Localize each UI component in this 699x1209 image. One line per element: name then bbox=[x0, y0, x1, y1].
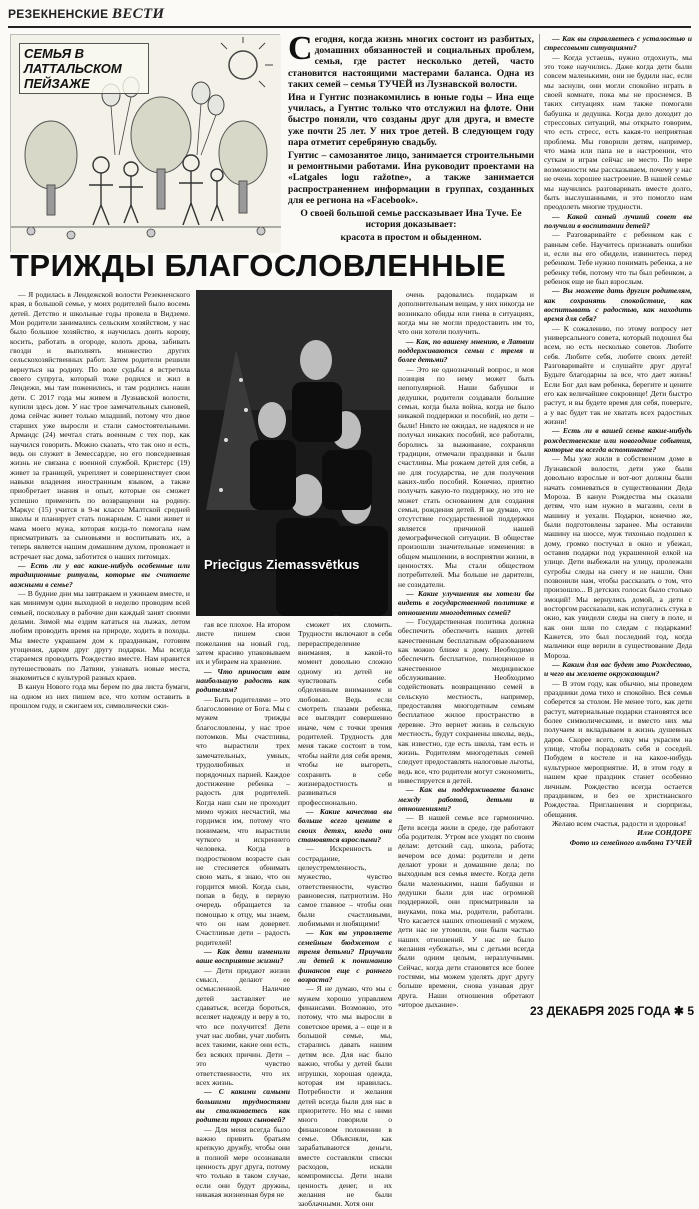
lead-text-1: егодня, когда жизнь многих состоит из разбитых, домашних обязанностей и социальных проблем, семья, где растет несколько детей, часто становится настоящими мастерами баланса. Одна из таких семей – семья ТУЧЕЙ из Лузнавской волости. bbox=[288, 34, 534, 90]
interview-question: — Есть ли у вас какие-нибудь особенные или традиционные ритуалы, которые вы считаете важными в семье? bbox=[10, 560, 190, 589]
paragraph: — В нашей семье все гармонично. Дети всегда жили в среде, где работают оба родителя. Утром все уходят по своим делам: детский сад, школа, работа; вечером все дома: родители и дети делают уроки и домашние дела; по выходным вся семья вместе. Когда дети были маленькими, наши бабушки и дедушки были для нас огромной поддержкой, они присматривали за внуками, пока мы, родители, работали. Что касается наших отношений с мужем, дети нас не утомили, они были частью наших отношений. У нас не было желания «убежать», мы с детьми всегда были одним целым, неразлучными. Сейчас, когда дети становятся все более гостями, мы можем уделять друг другу больше времени, снова узнавая друг друга. Наши отношения обретают «второе дыхание». bbox=[398, 813, 534, 1010]
lead-paragraph-2: Ина и Гунтис познакомились в юные годы – Ина еще училась, а Гунтис только что отслужил на флоте. Они быстро поняли, что созданы друг для друга, и вместе уже почти 25 лет. У них трое детей. В следующем году пара отметит серебряную свадьбу. bbox=[288, 92, 534, 148]
paragraph: — Разговаривайте с ребенком как с равным себе. Научитесь признавать ошибки и, если вы его обидели, извинитесь перед ребенком. Тебе нужно понимать ребенка, а не ребенку тебя, потому что ты был ребенком, а ребенок еще не был взрослым. bbox=[544, 230, 692, 286]
interview-question: — Каким для вас будет это Рождество, и чего вы желаете окружающим? bbox=[544, 660, 692, 679]
photo-caption: Priecīgus Ziemassvētkus bbox=[204, 557, 360, 572]
paragraph: гая все плохое. На втором листе пишем свои пожелания на новый год, затем красиво упаковываем их и убираем на хранение. bbox=[196, 620, 290, 667]
interview-question: — Какие улучшения вы хотели бы видеть в государственной политике в отношении многодетных семей? bbox=[398, 589, 534, 617]
paragraph: сможет их сломить. Трудности включают в себя перераспределение внимания, в какой-то момент довольно сложно одному из детей не чувствовать себя обделенным вниманием и любовью. Ведь если смотреть глазами ребенка, все выглядит совершенно иначе, чем с точки зрения родителей. Трудность для меня также состоит в том, чтобы найти для себя время, чтобы не выгореть, сохранить в себе жизнерадостность и развиваться профессионально. bbox=[298, 620, 392, 807]
interview-question: — Как вы управляете семейным бюджетом с тремя детьми? Приучали ли детей к пониманию финансов еще с раннего возраста? bbox=[298, 928, 392, 985]
top-rule bbox=[8, 26, 691, 28]
interview-question: — Что приносит вам наибольшую радость как родителям? bbox=[196, 666, 290, 695]
paragraph: — Быть родителями – это благословение от Бога. Мы с мужем трижды благословлены, у нас трое потомков. Мы счастливы, что вырастили трех замечательных, умных, трудолюбивых и порядочных парней. Каждое достижение ребенка – радость для родителей. Когда наш сын не проходит мимо чужих несчастий, мы гордимся им, потому что понимаем, что вырастили чуткого и искреннего человека. Когда в подростковом возрасте сын не стесняется обнимать свою мать, я знаю, что он гордится мной. Когда сын, попав в беду, в первую очередь обращается за помощью к отцу, мы знаем, что он нам доверяет. Счастливые дети – радость родителей! bbox=[196, 694, 290, 947]
article-column-4 bbox=[398, 290, 534, 1010]
child-drawing-illustration bbox=[10, 34, 280, 252]
lead-intro bbox=[288, 30, 534, 244]
paragraph: Желаю всем счастья, радости и здоровья! bbox=[552, 818, 687, 828]
page-number: 5 bbox=[687, 1004, 694, 1018]
paragraph: — Когда устаешь, нужно отдохнуть, мы это тоже научились. Даже когда дети были совсем маленькими, они не будили нас, если мы заснули, они могли спокойно играть в своей комнате, пока мы не проснемся. В таких ситуациях нам также помогали бабушка и дедушка. Когда дело доходит до стрессовых ситуаций, мы открыто говорим, что есть стресс, есть какая-то неприятная проблема. Мы говорили детям, например, что мама или папа не в настроении, что суткам и играм сейчас не место. По мере возможности мы рассказываем, почему у нас не очень хорошее настроение. В нашей семье мы научились разговаривать вместе долго, быть выслушанными, и это помогло нам преодолеть многие трудности. bbox=[544, 52, 692, 212]
family-photo bbox=[196, 290, 392, 616]
drawing-title: СЕМЬЯ В ЛАТТАЛЬСКОМ ПЕЙЗАЖЕ bbox=[19, 43, 149, 94]
lead-paragraph-5: красота в простом и обыденном. bbox=[340, 232, 482, 244]
paragraph: — Для меня всегда было важно привить братьям крепкую дружбу, чтобы они в полной мере осознавали ценность друг друга, потому что только в таком случае, если они будут дружны, никакая жизненная буря не bbox=[196, 1124, 290, 1199]
issue-date: 23 ДЕКАБРЯ 2025 ГОДА bbox=[529, 1004, 671, 1018]
article-column-3 bbox=[298, 620, 392, 1209]
paragraph: — Я не думаю, что мы с мужем хорошо управляем финансами. Возможно, это потому, что мы выросли в советское время, а – еще и в большой семье, мы, старались давать нашим детям все. Для нас было важно, чтобы у детей были игрушки, хорошая одежда, которая им нравилась. Потребности и желания детей всегда были для нас в приоритете. Но мы с ними много говорили о финансовом положении в семье. Объясняли, как зарабатываются деньги, вместе составляли списки расходов, искали компромиссы. Дети знали ценность денег, и их желания не были заоблачными. Хотя они bbox=[298, 984, 392, 1209]
interview-question: — С какими самыми большими трудностями вы сталкиваетесь как родители троих сыновей? bbox=[196, 1087, 290, 1125]
interview-question: — Как вы справляетесь с усталостью и стрессовыми ситуациями? bbox=[544, 34, 692, 53]
lead-paragraph-4: О своей большой семье рассказывает Ина Туче. Ее история доказывает: bbox=[300, 208, 522, 231]
paragraph: — Дети придают жизни смысл, делают ее осмысленной. Наличие детей заставляет не сдаваться, всегда бороться, вселяет надежду и веру в то, что все получится! Дети учат нас любви, учат любить всех такими, какие они есть, без всяких причин. Дети – это чувство ответственности, что их всех жизнь. bbox=[196, 965, 290, 1087]
interview-question: — Как вы поддерживаете баланс между работой, детьми и отношениями? bbox=[398, 785, 534, 813]
interview-question: — Как, по вашему мнению, в Латвии поддерживаются семьи с тремя и более детьми? bbox=[398, 336, 534, 365]
drop-cap: С bbox=[288, 30, 313, 67]
interview-question: — Вы можете дать другим родителям, как сохранять спокойствие, как воспитывать с радостью, как находить время для себя? bbox=[544, 286, 692, 324]
paragraph: — Это не однозначный вопрос, и моя позиция по нему может быть непопулярной. Наши бабушки и дедушки, родители создавали большие семьи, когда была война, когда не было никакой поддержки и пособий, но дети – были! Никто не ожидал, не надеялся и не получал никаких пособий, все работали, боролись за выживание, сохраняли традиции, отмечали праздники и были счастливы. Мы рожаем детей для себя, а не для государства, не для получения каких-либо пособий. Конечно, приятно получать какую-то поддержку, но это не может стать основанием для создания семьи, рождения детей. Я не думаю, что отсутствие государственной поддержки является причиной нашей демографической ситуации. В обществе произошли значительные изменения: в общем мышлении, в восприятии жизни, в ценностях. Мы стали обществом потребителей. Мы больше не дарители, не созидатели. bbox=[398, 364, 534, 589]
paragraph: В канун Нового года мы берем по два листа бумаги, на одном из них пишем все, что хотим оставить в прошлом году, и сжигаем их, символически сжи- bbox=[10, 682, 190, 711]
interview-question: — Как дети изменили ваше восприятие жизни? bbox=[196, 947, 290, 966]
masthead-name-part2: ВЕСТИ bbox=[112, 6, 165, 22]
star-icon: ✱ bbox=[673, 1004, 684, 1018]
page-footer bbox=[468, 1004, 694, 1020]
masthead bbox=[8, 6, 208, 24]
paragraph: — Искренность и сострадание, целеустремленность, мужество, чувство ответственности, чувство равновесия, патриотизм. Но самое главное – чтобы они были счастливыми, любимыми и любящими! bbox=[298, 844, 392, 928]
interview-question: — Какие качества вы больше всего цените в своих детях, когда они становятся взрослыми? bbox=[298, 806, 392, 844]
byline: Илзе СОНДОРЕ bbox=[637, 828, 692, 838]
interview-question: — Есть ли в вашей семье какие-нибудь рождественские или новогодние события, которые вы всегда вспоминаете? bbox=[544, 426, 692, 455]
paragraph: — В будние дни мы завтракаем и ужинаем вместе, и как минимум один выходной в неделю проводим всей семьей, поскольку в рабочие дни каждый занят своими делами. Зимой мы ездим кататься на лыжах, летом любим проводить время на природе, ходить в походы. Мы вместе украшаем дом к праздникам, готовим угощения, дарим друг другу подарки. Мы всегда стараемся проводить Рождество вместе. Нам нравится путешествовать по Латвии, узнавать новые места, знакомиться с культурой разных краев. bbox=[10, 589, 190, 683]
article-column-1 bbox=[10, 290, 190, 1000]
paragraph: — Я родилась в Лендежской волости Резекненского края, в большой семье, у моих родителей было восемь детей. Детство и школьные годы провела в Видземе. Мои родители занимались сельским хозяйством, у нас было большое хозяйство, я научилась доить корову, косить, работать в огороде, колоть дрова, забивать гвозди и выполнять множество других сельскохозяйственных работ. Затем родители решили вернуться на родину. По воле судьбы я встретила своего супруга, который тоже родился и жил в Лендежи, мы там поженились, и там родились наши дети. С 2017 года мы живем в Лузнавской волости, купили здесь дом. У нас трое замечательных сыновей, дома сейчас живет только младший, потому что двое старших уже выросли и стали самостоятельными. Армандс (24) мечтал стать военным с тех пор, как научился говорить. Можно сказать, что так оно и есть, ведь он служит в Земессардзе, но его повседневная жизнь не связана с военной службой. Кристерс (19) живет за границей, укрепляет и совершенствует свои навыки владения иностранным языком, а также приобретает знания и опыт, которые он сможет успешно применить по возвращении на родину. Маркус (15) учится в 9-м классе Малтской средней школы и планирует стать пожарным. С нами живет и мама моего мужа, которая когда-то помогала нам присматривать за сыновьями и воспитывать их, а теперь является нашим домашним духом, провожает и встречает нас дома, заботится о наших питомцах. bbox=[10, 290, 190, 561]
column-divider bbox=[539, 34, 540, 1000]
paragraph: — Мы уже жили в собственном доме в Лузнавской волости, дети уже были довольно взрослые и вот-вот должны были начать сомневаться в существовании Деда Мороза. В канун Рождества мы сказали детям, что нам нужно в магазин, сели в машину и уехали. Подарки, конечно же, были подготовлены заранее. Мы оставили машину на шоссе, муж тихонько подошел к дому, громко постучал в окно и убежал, оставив подарки под украшенной елкой на улице. Дети выбежали на улицу, пролежали сугробы следы на снегу и не нашли. Они позвонили нам, чтобы рассказать о том, что произошло... В детских голосах было столько эмоций! Мы вернулись домой, а дети с восторгом рассказали, как испугались стука в окно, как увидели следы на снегу в поле, и как они шли по следам с подарками! Кажется, это был последний год, когда мальчики еще верили в существование Деда Мороза. bbox=[544, 454, 692, 660]
paragraph: очень радовались подаркам и дополнительным вещам, у них никогда не возникало обиды или гнева в ситуациях, когда мы не могли предоставить им то, что они хотели получить. bbox=[398, 290, 534, 337]
article-column-2 bbox=[196, 620, 290, 1199]
paragraph: — К сожалению, по этому вопросу нет универсального совета, который подошел бы всем, но есть несколько советов. Любите себя. Любите себя, любите своих детей! Разговаривайте и слушайте друг друга! Будьте благодарны за все, что дает жизнь! Если Бог дал вам ребенка, берегите и цените его как величайшее сокровище! Дети быстро растут, и вы будете время для себя, поверьте, а у вас будет так не хватать всех радостных жизни! bbox=[544, 323, 692, 427]
article-column-5 bbox=[544, 34, 692, 1000]
masthead-name-part1: РЕЗЕКНЕНСКИЕ bbox=[8, 7, 113, 21]
article-headline: ТРИЖДЫ БЛАГОСЛОВЛЕННЫЕ bbox=[10, 248, 507, 283]
interview-question: — Какой самый лучший совет вы получили в воспитании детей? bbox=[544, 211, 692, 230]
paragraph: — Государственная политика должна обеспечить обеспечить наших детей качественным бесплатным образованием как можно ближе к дому. Необходимо обеспечить бесплатное, полноценное и качественное медицинское обслуживание. Необходимо содействовать возвращению семей в сельскую местность, например, предоставляя многодетным семьям бесплатное жилое пространство в деревне. Это вернет жизнь в сельскую местность, будут сохранены школы, ведь, как известно, где есть школа, там есть и жизнь. Родителям многодетных семей следует предоставлять налоговые льготы, ведь все, что родители могут сэкономить, инвестируется в детей. bbox=[398, 617, 534, 785]
lead-paragraph-1 bbox=[288, 30, 534, 90]
paragraph: — В этом году, как обычно, мы проведем праздники дома тихо и спокойно. Вся семья соберется за столом. Не менее того, как дети растут, материальные подарки становятся все более символическими, и вместо них мы получаем и вкладываем в жизнь душевных даров. Скорее всего, елку мы украсим на улице, чтобы порадовать себя и соседей. Побудем в костеле и на какое-нибудь культурное мероприятие. И, в этом году в нашем крае праздник станет особенно личным. Рождество всегда остается праздником, и без ее христианского Рождества. Приглашения и сюрпризы, обещания. bbox=[544, 678, 692, 819]
byline: Фото из семейного альбома ТУЧЕЙ bbox=[569, 837, 692, 847]
lead-paragraph-3: Гунтис – самозанятое лицо, занимается строительными и ремонтными работами. Ина руководит проектами на «Latgales logu ražotne», а также занимается распространением информации в группах, созданных для ее региона на «Facebook». bbox=[288, 150, 534, 206]
